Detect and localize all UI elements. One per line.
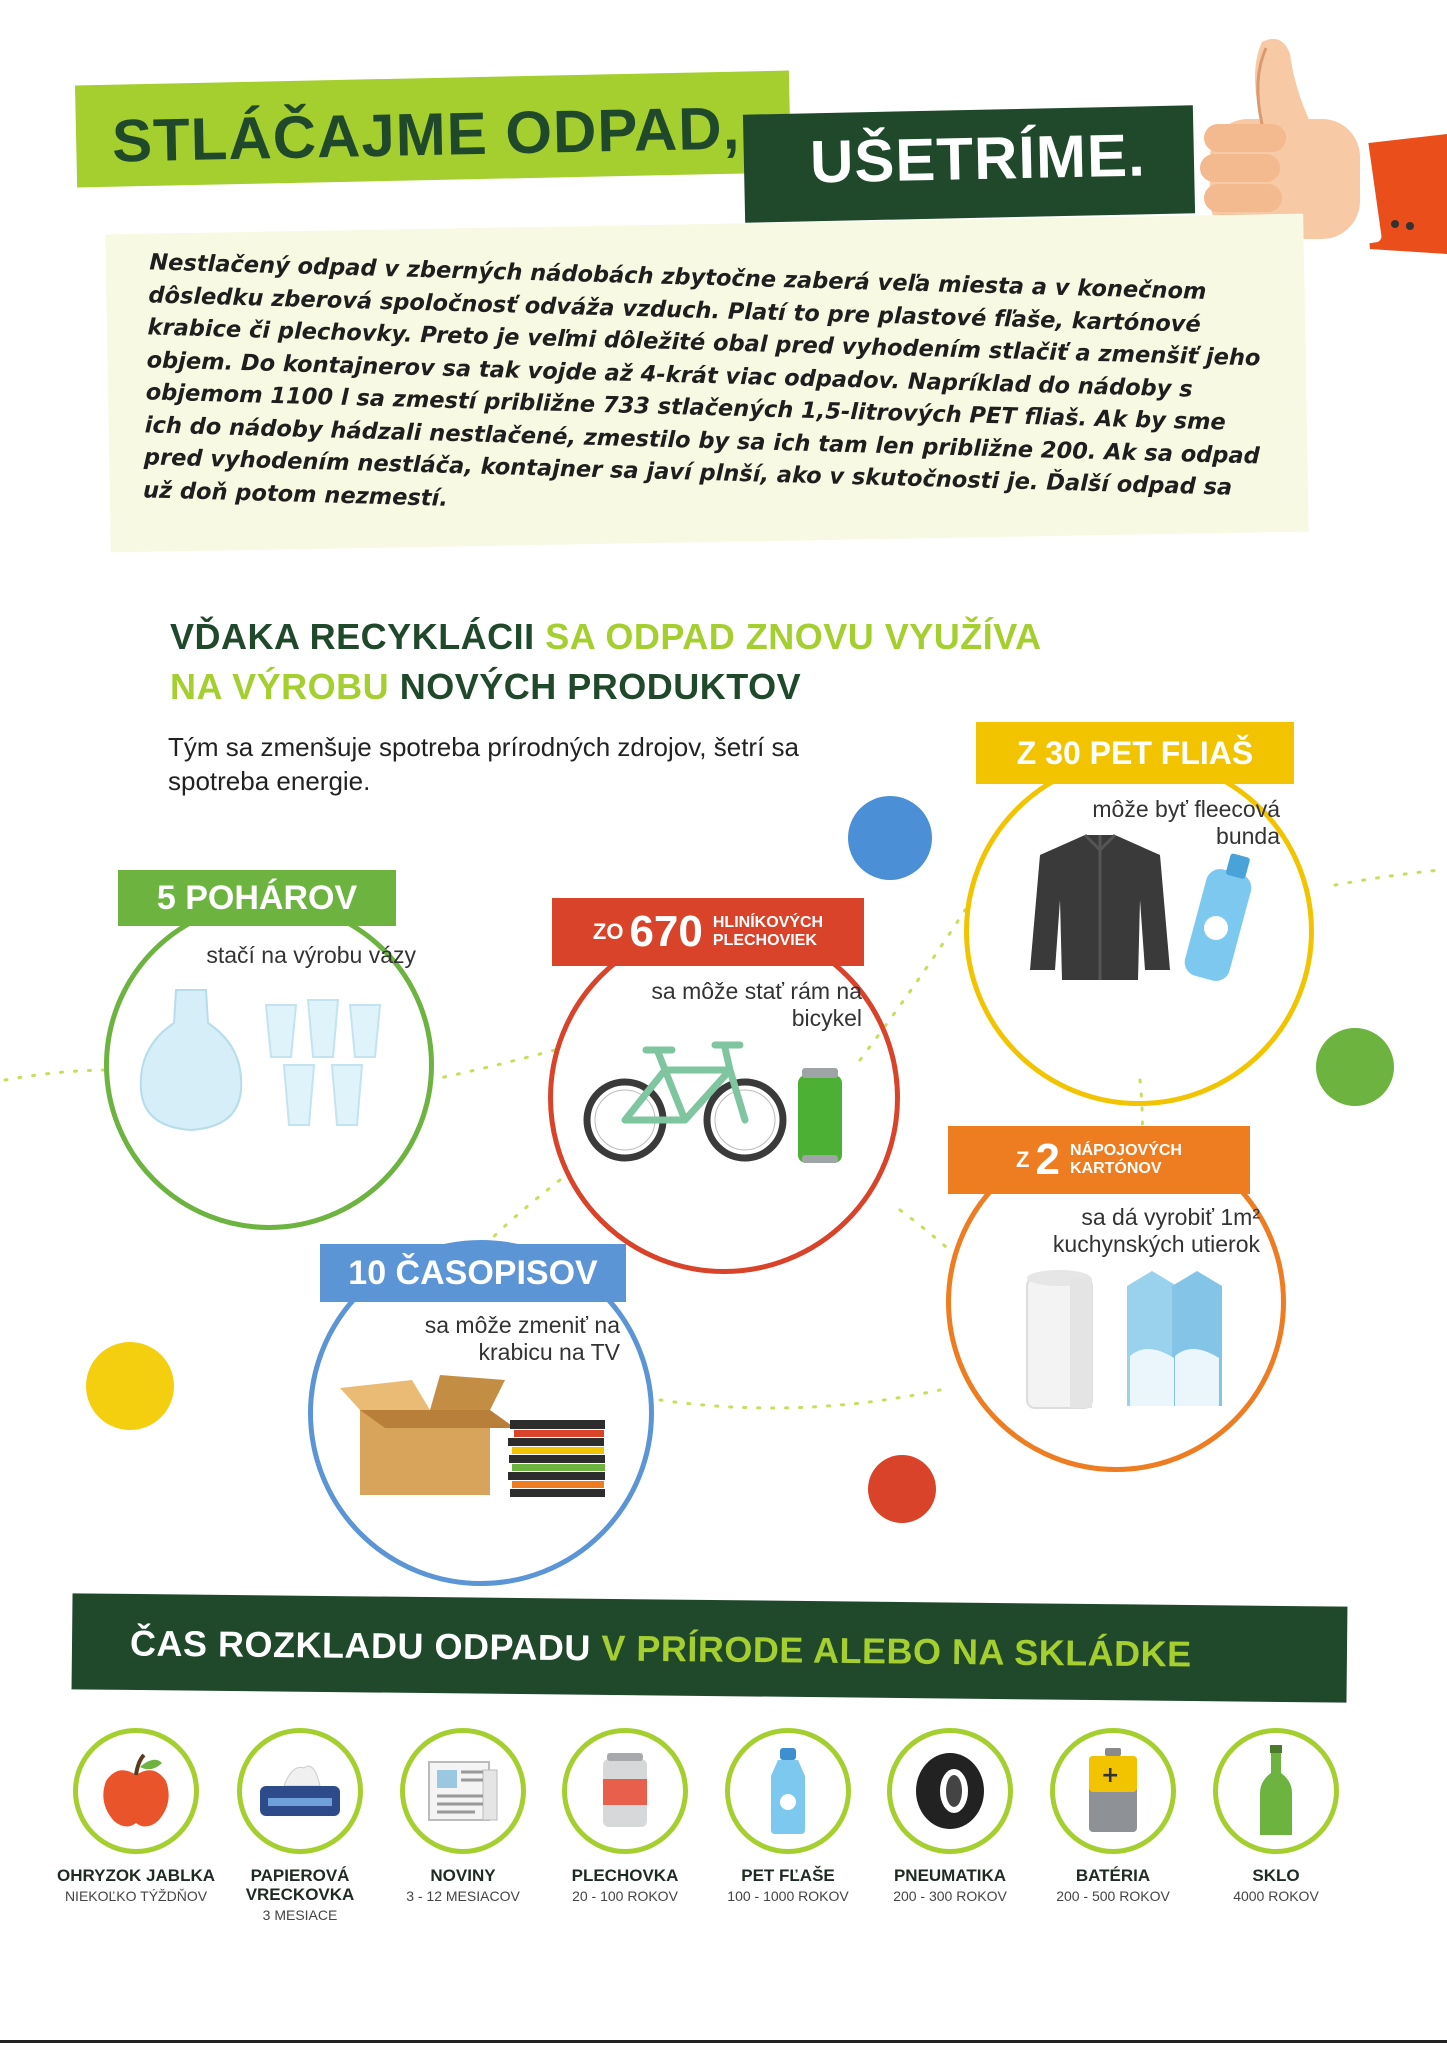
decomposition-title-part-2: V PRÍRODE ALEBO NA SKLÁDKE: [601, 1627, 1192, 1675]
decomposition-item-name: BATÉRIA: [1075, 1866, 1151, 1885]
decomposition-item-name: NOVINY: [430, 1866, 496, 1885]
glass-label: 5 POHÁROV: [118, 870, 396, 926]
page-title-part-1: STLÁČAJME ODPAD,: [111, 94, 741, 175]
decomposition-item-name: PNEUMATIKA: [893, 1866, 1007, 1885]
decomposition-item-newspaper: [383, 1728, 543, 1905]
cans-label: [552, 898, 864, 966]
decorative-yellow-dot: [86, 1342, 174, 1430]
apple-icon: [73, 1728, 199, 1854]
box-and-magazines-icon: [340, 1370, 620, 1500]
decorative-red-dot: [868, 1455, 936, 1523]
svg-text:+: +: [1101, 1763, 1120, 1788]
recycling-title-part-2: SA ODPAD ZNOVU VYUŽÍVA: [545, 616, 1042, 657]
fleece-jacket-and-bottle-icon: [1020, 830, 1290, 990]
vase-and-glasses-icon: [136, 985, 416, 1135]
decomposition-item-name: OHRYZOK JABLKA: [56, 1866, 216, 1885]
tire-icon: [887, 1728, 1013, 1854]
decomposition-item-tire: [870, 1728, 1030, 1905]
cartons-label: [948, 1126, 1250, 1194]
cartons-label-line-2: KARTÓNOV: [1069, 1160, 1162, 1177]
cartons-caption: sa dá vyrobiť 1m² kuchynských utierok: [1052, 1204, 1260, 1257]
decomposition-item-time: 100 - 1000 ROKOV: [727, 1888, 849, 1904]
decomposition-item-name: PET FĽAŠE: [741, 1866, 835, 1885]
magazines-label: 10 ČASOPISOV: [320, 1244, 626, 1302]
decorative-green-dot: [1316, 1028, 1394, 1106]
tissue-box-icon: [237, 1728, 363, 1854]
cans-label-line-1: HLINÍKOVÝCH: [712, 914, 824, 931]
decomposition-item-name: PAPIEROVÁ VRECKOVKA: [245, 1866, 355, 1904]
cartons-label-number: 2: [1035, 1135, 1060, 1184]
decomposition-item-time: 200 - 300 ROKOV: [893, 1888, 1007, 1904]
recycling-title-part-3: NA VÝROBU: [170, 666, 390, 707]
cartons-label-prefix: Z: [1016, 1147, 1030, 1172]
bicycle-and-can-icon: [580, 1030, 860, 1170]
newspaper-icon: [400, 1728, 526, 1854]
decomposition-item-time: 200 - 500 ROKOV: [1056, 1888, 1170, 1904]
decomposition-item-time: 4000 ROKOV: [1233, 1888, 1319, 1904]
cartons-label-text: [1070, 1142, 1182, 1178]
page-title-part-2: UŠETRÍME.: [809, 121, 1147, 196]
decomposition-item-tissue: [220, 1728, 380, 1924]
glass-bottle-icon: [1213, 1728, 1339, 1854]
recycling-title: [170, 612, 1042, 712]
pet-caption: môže byť fleecová bunda: [1092, 796, 1280, 849]
pet-label: Z 30 PET FLIAŠ: [976, 722, 1294, 784]
decomposition-item-time: 20 - 100 ROKOV: [572, 1888, 678, 1904]
decomposition-item-apple: [56, 1728, 216, 1905]
cartons-label-line-1: NÁPOJOVÝCH: [1069, 1142, 1182, 1159]
decomposition-title-part-1: ČAS ROZKLADU ODPADU: [129, 1622, 592, 1669]
paper-towel-and-carton-icon: [1012, 1266, 1242, 1416]
recycling-title-part-1: VĎAKA RECYKLÁCII: [170, 616, 535, 657]
intro-text: Nestlačený odpad v zberných nádobách zbytočne zaberá veľa miesta a v konečnom dôsledku zberová spoločnosť odváža vzduch. Platí to pre plastové fľaše, kartónové krabice či plechovky. Preto je veľmi dôležité obal pred vyhodením stlačiť a zmenšiť jeho objem. Do kontajnerov sa tak vojde až 4-krát viac odpadov. Napríklad do nádoby s objemom 1100 l sa zmestí približne 733 stlačených 1,5-litrových PET fliaš. Ak by sme ich do nádoby hádzali nestlačené, zmestilo by sa ich tam len približne 200. Ak sa odpad pred vyhodením nestláča, kontajner sa javí plnší, ako v skutočnosti je. Ďalší odpad sa už doň potom nezmestí.: [142, 249, 1261, 512]
decomposition-item-time: NIEKOĽKO TÝŽDŇOV: [64, 1888, 208, 1904]
recycling-title-part-4: NOVÝCH PRODUKTOV: [399, 666, 802, 707]
cans-label-line-2: PLECHOVIEK: [712, 932, 817, 949]
decomposition-item-battery: [1033, 1728, 1193, 1905]
cans-caption: sa môže stať rám na bicykel: [651, 978, 862, 1031]
decomposition-item-pet-bottle: [708, 1728, 868, 1905]
decomposition-item-name: SKLO: [1252, 1866, 1300, 1885]
can-icon: [562, 1728, 688, 1854]
decorative-blue-dot: [848, 796, 932, 880]
cans-label-text: [713, 914, 823, 950]
decomposition-item-time: 3 - 12 MESIACOV: [406, 1888, 520, 1904]
decomposition-item-name: PLECHOVKA: [571, 1866, 679, 1885]
page-edge-line: [0, 2040, 1447, 2043]
recycling-subtitle: Tým sa zmenšuje spotreba prírodných zdrojov, šetrí sa spotreba energie.: [168, 732, 799, 796]
magazines-caption: sa môže zmeniť na krabicu na TV: [424, 1312, 620, 1365]
decomposition-item-time: 3 MESIACE: [262, 1907, 338, 1923]
decomposition-item-glass-bottle: [1196, 1728, 1356, 1905]
decomposition-item-can: [545, 1728, 705, 1905]
cans-label-prefix: ZO: [592, 919, 624, 944]
glass-caption: stačí na výrobu vázy: [206, 942, 416, 968]
bottle-icon: [725, 1728, 851, 1854]
cans-label-number: 670: [629, 907, 703, 956]
battery-icon: [1050, 1728, 1176, 1854]
